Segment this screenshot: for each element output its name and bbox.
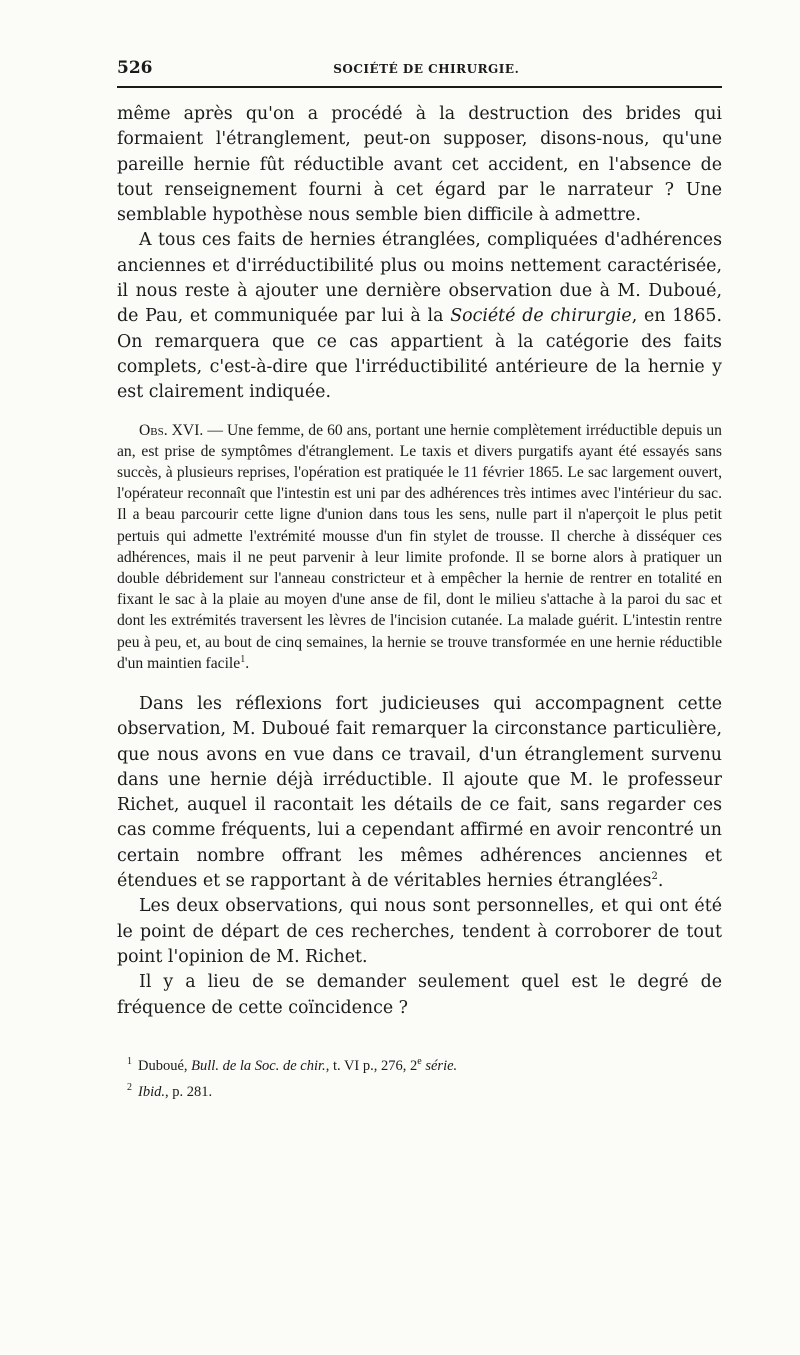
paragraph-3-text: Dans les réflexions fort judicieuses qui accompagnent cette observation, M. Duboué fait remarquer la circonstance particulière, que nous avons en vue dans ce travail, d'un étranglement survenu dans une hernie déjà irréductible. Il ajoute que M. le professeur Richet, auquel il racontait les détails de ce fait, sans regarder ces cas comme fréquents, lui a cependant affirmé en avoir rencontré un certain nombre offrant les mêmes adhérences anciennes et étendues et se rapportant à de véritables hernies étranglées	[117, 694, 722, 892]
page-header	[117, 58, 722, 88]
footnote-2	[127, 1077, 722, 1103]
footnote-ref-2: 2	[651, 871, 658, 883]
footnote-1	[127, 1051, 722, 1077]
paragraph-2-end: , en 1865. On remarquera que ce cas appartient à la catégorie des faits complets, c'est-à-dire que l'irréductibilité antérieure de la hernie y est clairement indiquée.	[117, 306, 722, 403]
footnotes	[117, 1051, 722, 1103]
footnote-2-rest: , p. 281.	[164, 1083, 213, 1100]
society-name: Société de chirurgie	[450, 306, 632, 327]
observation-end: .	[245, 654, 250, 672]
body-text	[117, 102, 722, 406]
footnote-1-series: série.	[421, 1057, 458, 1074]
footnote-1-sup: e	[417, 1055, 422, 1067]
footnote-1-source: Bull. de la Soc. de chir.	[191, 1057, 326, 1074]
paragraph-5: Il y a lieu de se demander seulement quel est le degré de fréquence de cette coïncidence ?	[117, 972, 722, 1018]
paragraph-3-end: .	[657, 871, 664, 892]
footnote-ref-1: 1	[240, 653, 246, 665]
page-number: 526	[117, 58, 153, 78]
footnote-2-source: Ibid.	[138, 1083, 165, 1100]
observation-xvi	[117, 420, 722, 674]
running-head: SOCIÉTÉ DE CHIRURGIE.	[333, 62, 520, 76]
paragraph-1: même après qu'on a procédé à la destruction des brides qui formaient l'étranglement, peut-on supposer, disons-nous, qu'une pareille hernie fût réductible avant cet accident, en l'absence de tout renseignement fourni à cet égard par le narrateur ? Une semblable hypothèse nous semble bien difficile à admettre.	[117, 104, 722, 226]
paragraph-2	[117, 228, 722, 405]
footnote-1-mark: 1	[127, 1055, 132, 1067]
paragraph-3	[117, 692, 722, 894]
paragraph-2-start: A tous ces faits de hernies étranglées, compliquées d'adhérences anciennes et d'irréductibilité plus ou moins nettement caractérisée, il nous reste à ajouter une dernière observation due à M. Duboué, de Pau, et communiquée par lui à la	[117, 230, 722, 327]
paragraph-4: Les deux observations, qui nous sont personnelles, et qui ont été le point de départ de ces recherches, tendent à corroborer de tout point l'opinion de M. Richet.	[117, 896, 722, 967]
footnote-1-author: Duboué,	[138, 1057, 192, 1074]
footnote-1-rest: , t. VI p., 276, 2	[325, 1057, 418, 1074]
footnote-2-mark: 2	[127, 1081, 132, 1093]
observation-text: — Une femme, de 60 ans, portant une hernie complètement irréductible depuis un an, est prise de symptômes d'étranglement. Le taxis et divers purgatifs ayant été essayés sans succès, à plusieurs reprises, l'opération est pratiquée le 11 février 1865. Le sac largement ouvert, l'opérateur reconnaît que l'intestin est uni par des adhérences très intimes avec l'intérieur du sac. Il a beau parcourir cette ligne d'union dans tous les sens, nulle part il n'aperçoit le plus petit pertuis qui admette l'extrémité mousse d'un fin stylet de trousse. Il cherche à disséquer ces adhérences, mais il ne peut parvenir à leur limite profonde. Il se borne alors à pratiquer un double débridement sur l'anneau constricteur et à empêcher la hernie de rentrer en totalité en fixant le sac à la plaie au moyen d'une anse de fil, dont le milieu s'attache à la paroi du sac et dont les extrémités traversent les lèvres de l'incision cutanée. La malade guérit. L'intestin rentre peu à peu, et, au bout de cinq semaines, la hernie se trouve transformée en une hernie réductible d'un maintien facile	[117, 421, 722, 672]
observation-label: Obs. XVI.	[139, 421, 204, 439]
discussion-text	[117, 692, 722, 1021]
document-page	[117, 58, 722, 1103]
